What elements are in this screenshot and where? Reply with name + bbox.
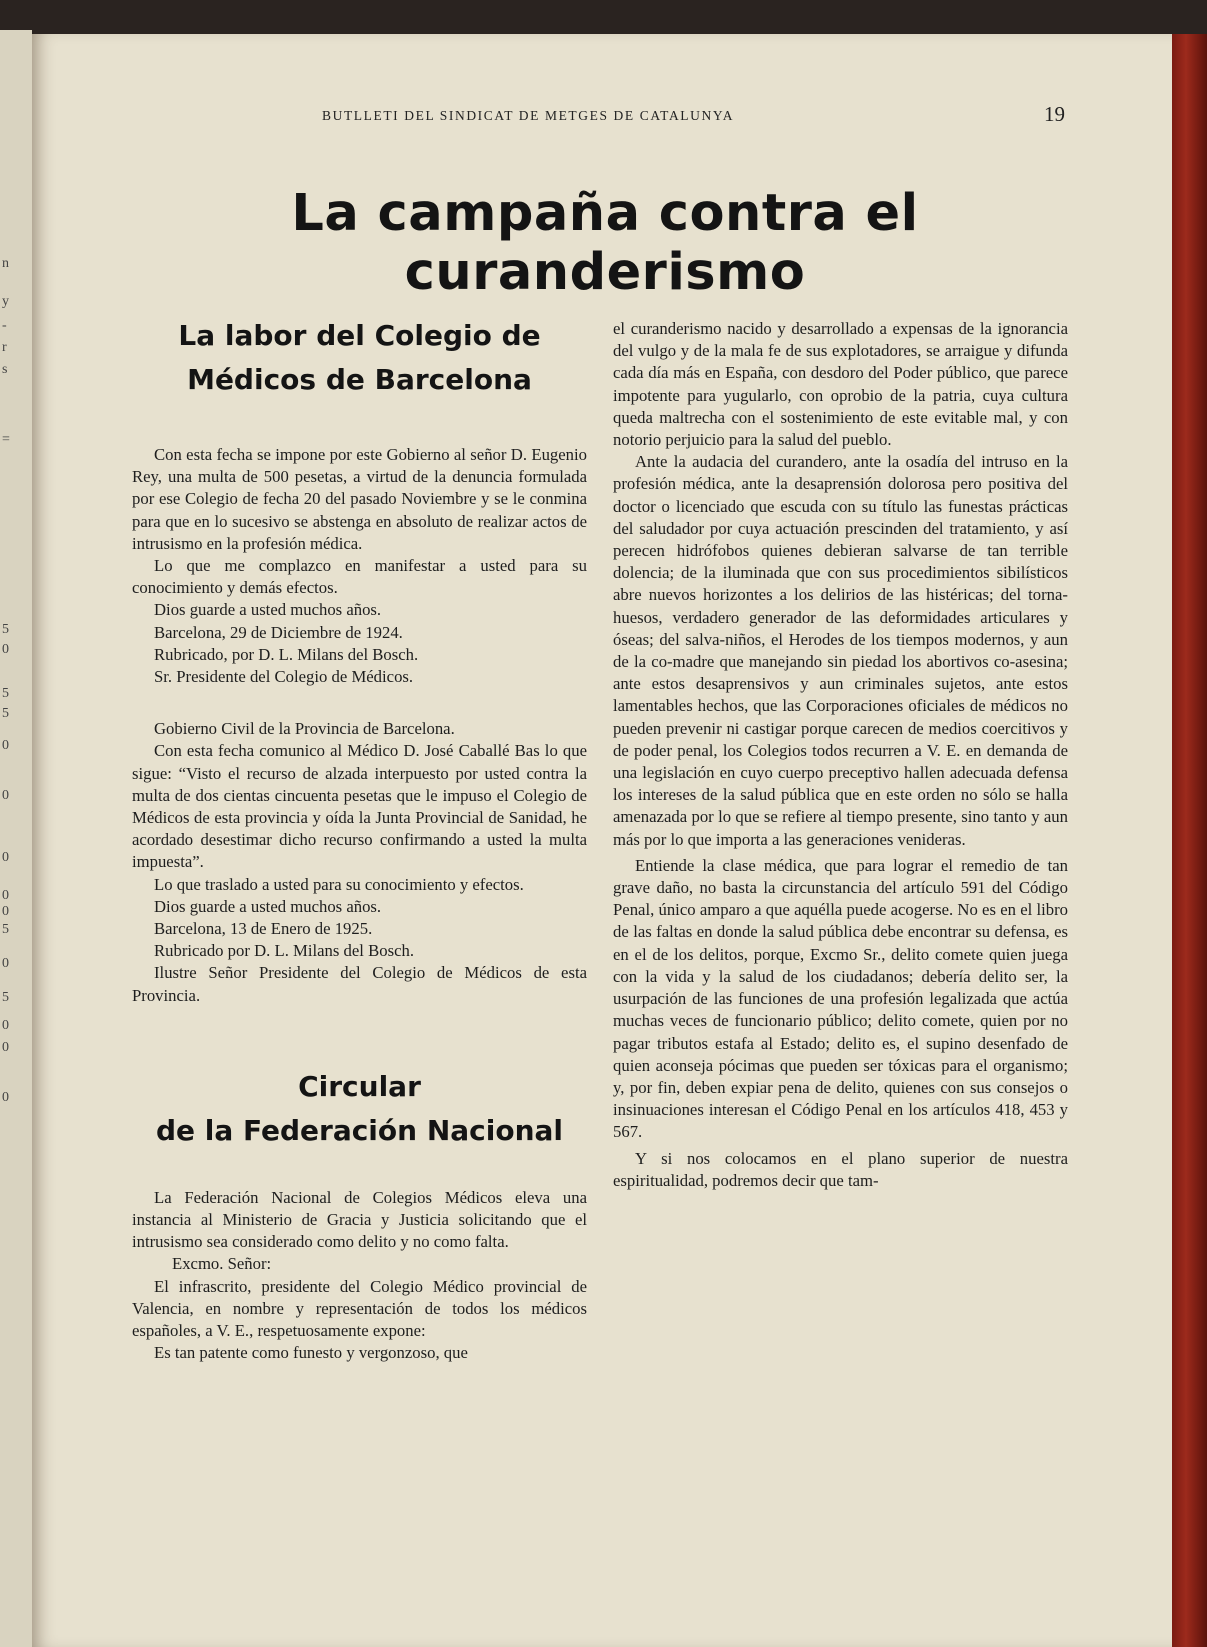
paragraph: Con esta fecha comunico al Médico D. José Caballé Bas lo que sigue: “Visto el recurso de alzada interpuesto por usted contra la multa de dos cientas cincuenta pesetas que le impuso el Colegio de Médicos de esta provincia y oída la Junta Provincial de Sanidad, he acordado desestimar dicho recurso confirmando a usted la multa impuesta”. bbox=[132, 741, 587, 872]
paragraph: Lo que me complazco en manifestar a usted para su conocimiento y demás efectos. bbox=[132, 556, 587, 598]
margin-fragment: 5 bbox=[2, 622, 9, 637]
paragraph: Excmo. Señor: bbox=[172, 1254, 272, 1274]
paragraph: Barcelona, 29 de Diciembre de 1924. bbox=[154, 622, 403, 642]
margin-fragment: = bbox=[2, 432, 10, 447]
margin-fragment: 5 bbox=[2, 706, 9, 721]
paragraph: La Federación Nacional de Colegios Médicos eleva una instancia al Ministerio de Gracia y Justicia solicitando que el intrusismo sea considerado como delito y no como falta. bbox=[132, 1187, 587, 1252]
paragraph: Rubricado por D. L. Milans del Bosch. bbox=[154, 941, 415, 961]
section-title-federacion bbox=[132, 1065, 587, 1153]
paragraph: El infrascrito, presidente del Colegio Médico provincial de Valencia, en nombre y representación de todos los médicos españoles, a V. E., respetuosamente expone: bbox=[132, 1276, 587, 1341]
paragraph: Dios guarde a usted muchos años. bbox=[154, 896, 382, 916]
paragraph: Barcelona, 13 de Enero de 1925. bbox=[154, 919, 373, 939]
paragraph: Dios guarde a usted muchos años. bbox=[154, 600, 382, 620]
paragraph: Ante la audacia del curandero, ante la osadía del intruso en la profesión médica, ante la desaprensión dolorosa pero positiva del doctor o licenciado que escuda con su título las funestas prácticas del saludador por cuya actuación prescinden del tratamiento, y así perecen hidrófobos quienes debieran salvarse de tan terrible dolencia; de la iluminada que con sus procedimientos sibilísticos abre nuevos horizontes a los delirios de las histéricas; del torna-huesos, verdadero generador de las deformidades articulares y óseas; del salva-niños, el Herodes de los tiempos modernos, y aun de la co-madre que manejando sin piedad los abortivos co-asesina; ante estos desaprensivos y aun criminales sujetos, ante estos lamentables hechos, que las Corporaciones oficiales de médicos no pueden prevenir ni castigar porque carecen de medios coercitivos y de poder penal, los Colegios todos recurren a V. E. en demanda de una legislación en cuyo cuerpo preceptivo hallen adecuada defensa los intereses de la salud pública que en este orden no sólo se halla amenazada por lo que se refiere al tiempo presente, sino tanto y aun más por lo que importa a las generaciones venideras. bbox=[613, 452, 1068, 849]
margin-fragment: 0 bbox=[2, 888, 9, 903]
paragraph: Con esta fecha se impone por este Gobierno al señor D. Eugenio Rey, una multa de 500 pesetas, a virtud de la denuncia formulada por ese Colegio de fecha 20 del pasado Noviembre y se le conmina para que en lo sucesivo se abstenga en absoluto de realizar actos de intrusismo en la profesión médica. bbox=[132, 445, 587, 553]
paragraph: Es tan patente como funesto y vergonzoso, que bbox=[154, 1343, 468, 1363]
running-title: BUTLLETI DEL SINDICAT DE METGES DE CATALUNYA bbox=[322, 108, 735, 123]
margin-fragment: 0 bbox=[2, 1018, 9, 1033]
paragraph: Entiende la clase médica, que para lograr el remedio de tan grave daño, no basta la circunstancia del artículo 591 del Código Penal, único amparo a que aquélla puede acogerse. No es en el libro de las faltas en donde la salud pública debe encontrar su defensa, es en el de los delitos, porque, Excmo Sr., delito comete quien juega con la vida y la salud de los ciudadanos; debería delito ser, la usurpación de las funciones de una profesión legalizada que actúa muchas veces de funcionario público; delito comete, quien por no pagar tributos estafa al Estado; delito es, el supino desenfado de quien aconseja pócimas que pueden ser tóxicas para el organismo; y, por fin, deben expiar pena de delito, quienes con sus consejos o insinuaciones interesan el Código Penal en los artículos 418, 453 y 567. bbox=[613, 855, 1068, 1142]
margin-fragment: 0 bbox=[2, 850, 9, 865]
margin-fragment: s bbox=[2, 362, 8, 377]
margin-fragment: n bbox=[2, 256, 9, 271]
right-column bbox=[613, 318, 1068, 1192]
paragraph: Gobierno Civil de la Provincia de Barcelona. bbox=[154, 719, 455, 739]
margin-fragment: 5 bbox=[2, 922, 9, 937]
section-title-line: Circular bbox=[298, 1069, 421, 1103]
margin-fragment: 0 bbox=[2, 642, 9, 657]
article-title: La campaña contra el curanderismo bbox=[291, 184, 919, 302]
paragraph: Ilustre Señor Presidente del Colegio de Médicos de esta Provincia. bbox=[132, 963, 587, 1005]
previous-page-edge bbox=[0, 30, 32, 1647]
margin-fragment: 0 bbox=[2, 788, 9, 803]
paragraph: Y si nos colocamos en el plano superior de nuestra espiritualidad, podremos decir que tam- bbox=[613, 1148, 1068, 1190]
margin-fragment: 0 bbox=[2, 1090, 9, 1105]
paragraph: Sr. Presidente del Colegio de Médicos. bbox=[154, 667, 414, 687]
margin-fragment: 5 bbox=[2, 686, 9, 701]
margin-fragment: r bbox=[2, 340, 7, 355]
margin-fragment: 0 bbox=[2, 1040, 9, 1055]
margin-fragment: 0 bbox=[2, 738, 9, 753]
margin-fragment: 0 bbox=[2, 904, 9, 919]
paragraph: Rubricado, por D. L. Milans del Bosch. bbox=[154, 644, 419, 664]
paragraph: Lo que traslado a usted para su conocimiento y efectos. bbox=[154, 874, 524, 894]
section-title-line: La labor del Colegio de bbox=[178, 319, 541, 352]
section-title-line: Médicos de Barcelona bbox=[187, 363, 532, 396]
red-book-cover-edge bbox=[1172, 34, 1207, 1647]
paragraph: el curanderismo nacido y desarrollado a expensas de la ignorancia del vulgo y de la mala fe de sus explotadores, se arraigue y difunda cada día más en España, con desdoro del Poder público, que parece impotente para yugularlo, con oprobio de la patria, cuya cultura queda maltrecha con el sostenimiento de este evitable mal, y con notorio perjuicio para la salud del pueblo. bbox=[613, 319, 1068, 450]
margin-fragment: 0 bbox=[2, 956, 9, 971]
margin-fragment: - bbox=[2, 318, 7, 333]
margin-fragment: y bbox=[2, 294, 9, 309]
section-title-colegio bbox=[132, 314, 587, 402]
section-title-line: de la Federación Nacional bbox=[155, 1113, 564, 1147]
journal-page bbox=[32, 34, 1182, 1647]
margin-fragment: 5 bbox=[2, 990, 9, 1005]
page-number: 19 bbox=[1044, 102, 1065, 126]
left-column bbox=[132, 314, 587, 1365]
